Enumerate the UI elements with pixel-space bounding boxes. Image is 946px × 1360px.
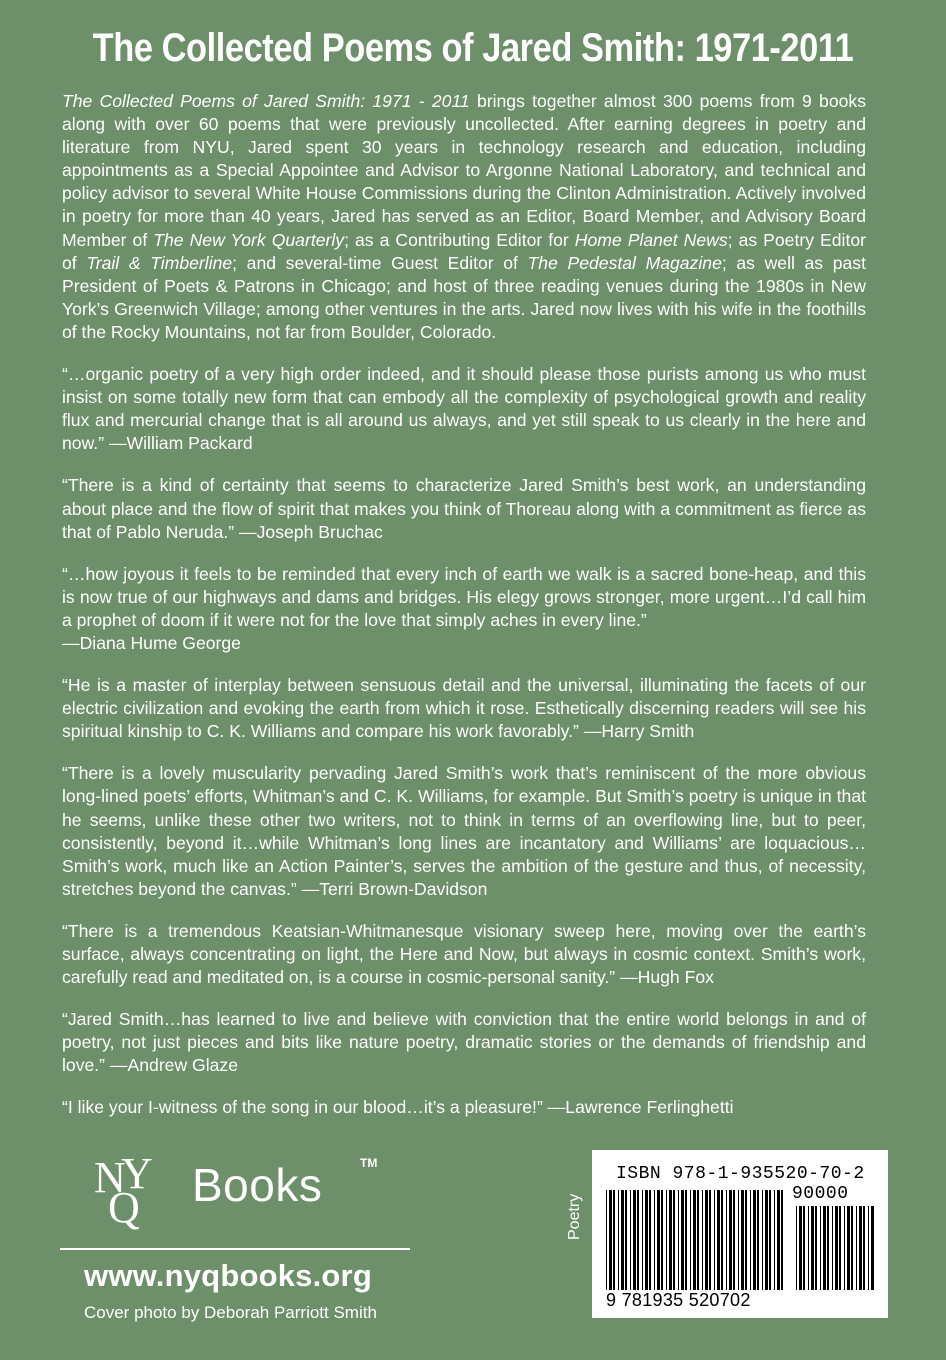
barcode-bar: [717, 1190, 720, 1290]
barcode-bar: [690, 1190, 691, 1290]
addon-barcode-bars: [796, 1206, 874, 1292]
ean-digits: 9 781935 520702: [606, 1290, 751, 1310]
barcode-bar: [745, 1190, 747, 1290]
blurb: [62, 474, 866, 543]
barcode-bar: [702, 1190, 703, 1290]
barcode-bar: [649, 1190, 651, 1290]
barcode-bar: [693, 1190, 696, 1290]
barcode-bar: [714, 1190, 715, 1290]
barcode-bar: [705, 1190, 708, 1290]
blurb: [62, 762, 866, 901]
bio-book-title: The Collected Poems of Jared Smith: 1971 - 2011: [62, 91, 470, 111]
blurb-author: —Andrew Glaze: [109, 1055, 239, 1076]
barcode-bar: [625, 1190, 627, 1290]
blurb-author: —Harry Smith: [583, 721, 695, 742]
barcode-bar: [654, 1190, 655, 1290]
barcode-bar: [796, 1206, 797, 1290]
blurb: [62, 674, 866, 743]
barcode-bar: [827, 1206, 829, 1290]
blurb: [62, 363, 866, 455]
ean-barcode-bars: [606, 1190, 788, 1294]
blurb: [62, 563, 866, 655]
blurb-quote: “…organic poetry of a very high order indeed, and it should please those purists among us who must insist on some totally new form that can embody all the complexity of psychological growth and reality flux and mercurial change that is all around us always, and yet still speak to us clearly in the here and now.”: [62, 364, 866, 454]
blurb-quote: “There is a tremendous Keatsian-Whitmanesque visionary sweep here, moving over the earth’s surface, always concentrating on light, the Here and Now, but always in cosmic context. Smith’s work, carefully read and meditated on, is a course in cosmic-personal sanity.”: [62, 920, 866, 988]
author-bio: The Collected Poems of Jared Smith: 1971 - 2011 brings together almost 300 poems from 9 books along with over 60 poems that were previously uncollected. After earning degrees in poetry and literature from NYU, Jared spent 30 years in technology research and education, including appointments as a Special Appointee and Advisor to Argonne National Laboratory, and technical and policy advisor to several White House Commissions during the Clinton Administration. Actively involved in poetry for more than 40 years, Jared has served as an Editor, Board Member, and Advisory Board Member of The New York Quarterly; as a Contributing Editor for Home Planet News; as Poetry Editor of Trail & Timberline; and several-time Guest Editor of The Pedestal Magazine; as well as past President of Poets & Patrons in Chicago; and host of three reading venues during the 1980s in New York’s Greenwich Village; among other ventures in the arts. Jared now lives with his wife in the foothills of the Rocky Mountains, not far from Boulder, Colorado.: [62, 91, 867, 342]
divider: [60, 1248, 410, 1250]
barcode-bar: [753, 1190, 756, 1290]
barcode-bar: [851, 1206, 853, 1290]
barcode-bar: [609, 1190, 612, 1290]
genre-label: Poetry: [566, 1193, 583, 1240]
barcode-bar: [863, 1206, 865, 1290]
blurb: [62, 1096, 866, 1119]
barcode-bar: [803, 1206, 805, 1290]
blurb-quote: “…how joyous it feels to be reminded that every inch of earth we walk is a sacred bone-heap, and this is now true of our highways and dams and bridges. His elegy grows stronger, more urgent…I’d call him a prophet of doom if it were not for the love that simply aches in every line.”: [62, 563, 866, 630]
barcode-bar: [832, 1206, 833, 1290]
blurb-author: —Joseph Bruchac: [239, 521, 383, 542]
barcode-bar: [835, 1206, 838, 1290]
barcode-bar: [661, 1190, 663, 1290]
barcode-bar: [630, 1190, 631, 1290]
blurb-quote: “He is a master of interplay between sensuous detail and the universal, illuminating the facets of our electric civilization and evoking the earth from which it rose. Esthetically discerning readers will see his spiritual kinship to C. K. Williams and compare his work favorably.”: [62, 675, 866, 742]
blurb: [62, 920, 866, 989]
barcode-bar: [613, 1190, 615, 1290]
isbn-barcode: [592, 1150, 888, 1318]
barcode-bar: [871, 1206, 874, 1290]
barcode-bar: [697, 1190, 699, 1290]
barcode-bar: [726, 1190, 727, 1290]
barcode-bar: [721, 1190, 723, 1290]
publisher-website: www.nyqbooks.org: [84, 1258, 372, 1293]
price-code: 90000: [792, 1184, 849, 1204]
isbn-label: ISBN 978-1-935520-70-2: [616, 1164, 865, 1184]
back-cover-text: [62, 90, 866, 1120]
barcode-bar: [856, 1206, 857, 1290]
barcode-bar: [781, 1190, 783, 1290]
barcode-bar: [762, 1190, 763, 1290]
barcode-bar: [765, 1190, 768, 1290]
barcode-bar: [685, 1190, 687, 1290]
blurb-author: —William Packard: [108, 433, 253, 454]
nyq-monogram-icon: N Y Q: [94, 1149, 153, 1232]
barcode-bar: [633, 1190, 636, 1290]
barcode-bar: [868, 1206, 869, 1290]
barcode-bar: [847, 1206, 850, 1290]
barcode-bar: [669, 1190, 672, 1290]
barcode-bar: [741, 1190, 744, 1290]
barcode-bar: [681, 1190, 684, 1290]
barcode-bar: [738, 1190, 739, 1290]
barcode-bar: [709, 1190, 711, 1290]
blurb-author: —Hugh Fox: [620, 967, 714, 988]
barcode-bar: [729, 1190, 732, 1290]
barcode-bar: [678, 1190, 679, 1290]
barcode-bar: [645, 1190, 648, 1290]
blurb-author: —Lawrence Ferlinghetti: [547, 1097, 734, 1118]
blurb: [62, 1008, 866, 1077]
blurb-author: —Diana Hume George: [62, 632, 241, 653]
blurb-quote: “There is a lovely muscularity pervading Jared Smith’s work that’s reminiscent of the more obvious long-lined poets’ efforts, Whitman’s and C. K. Williams, for example. But Smith’s poetry is unique in that he seems, unlike these other two writers, not to think in terms of an overflowing line, but to peer, consistently, beyond it…while Whitman’s long lines are incantatory and Williams’ are loquacious…Smith’s work, much like an Action Painter’s, serves the ambition of the gesture and thus, of necessity, stretches beyond the canvas.”: [62, 763, 866, 899]
barcode-bar: [859, 1206, 862, 1290]
barcode-bar: [757, 1190, 759, 1290]
barcode-bar: [618, 1190, 619, 1290]
blurb-quote: “There is a kind of certainty that seems to characterize Jared Smith’s best work, an understanding about place and the flow of spirit that makes you think of Thoreau along with a commitment as fierce as that of Pablo Neruda.”: [62, 475, 866, 542]
barcode-bar: [820, 1206, 821, 1290]
barcode-bar: [621, 1190, 624, 1290]
trademark-symbol: TM: [360, 1156, 378, 1170]
blurb-author: —Terri Brown-Davidson: [301, 878, 488, 899]
barcode-bar: [777, 1190, 780, 1290]
barcode-bar: [657, 1190, 660, 1290]
publisher-name: Books: [192, 1159, 323, 1211]
barcode-bar: [666, 1190, 667, 1290]
barcode-bar: [750, 1190, 751, 1290]
barcode-bar: [642, 1190, 643, 1290]
book-title: The Collected Poems of Jared Smith: 1971-2011: [92, 26, 854, 70]
barcode-bar: [844, 1206, 845, 1290]
barcode-bar: [811, 1206, 814, 1290]
barcode-bar: [606, 1190, 607, 1290]
blurb-quote: “I like your I-witness of the song in our blood…it’s a pleasure!”: [62, 1097, 543, 1118]
barcode-bar: [815, 1206, 817, 1290]
barcode-bar: [774, 1190, 775, 1290]
barcode-bar: [839, 1206, 841, 1290]
barcode-bar: [808, 1206, 809, 1290]
barcode-bar: [799, 1206, 802, 1290]
barcode-bar: [733, 1190, 735, 1290]
barcode-bar: [823, 1206, 826, 1290]
barcode-bar: [769, 1190, 771, 1290]
blurb-quote: “Jared Smith…has learned to live and believe with conviction that the entire world belongs in and of poetry, not just pieces and bits like nature poetry, dramatic stories or the demands of friendship and love.”: [62, 1009, 866, 1076]
barcode-bar: [637, 1190, 639, 1290]
publisher-logo: [80, 1150, 400, 1230]
barcode-bar: [673, 1190, 675, 1290]
photo-credit: Cover photo by Deborah Parriott Smith: [84, 1303, 377, 1322]
